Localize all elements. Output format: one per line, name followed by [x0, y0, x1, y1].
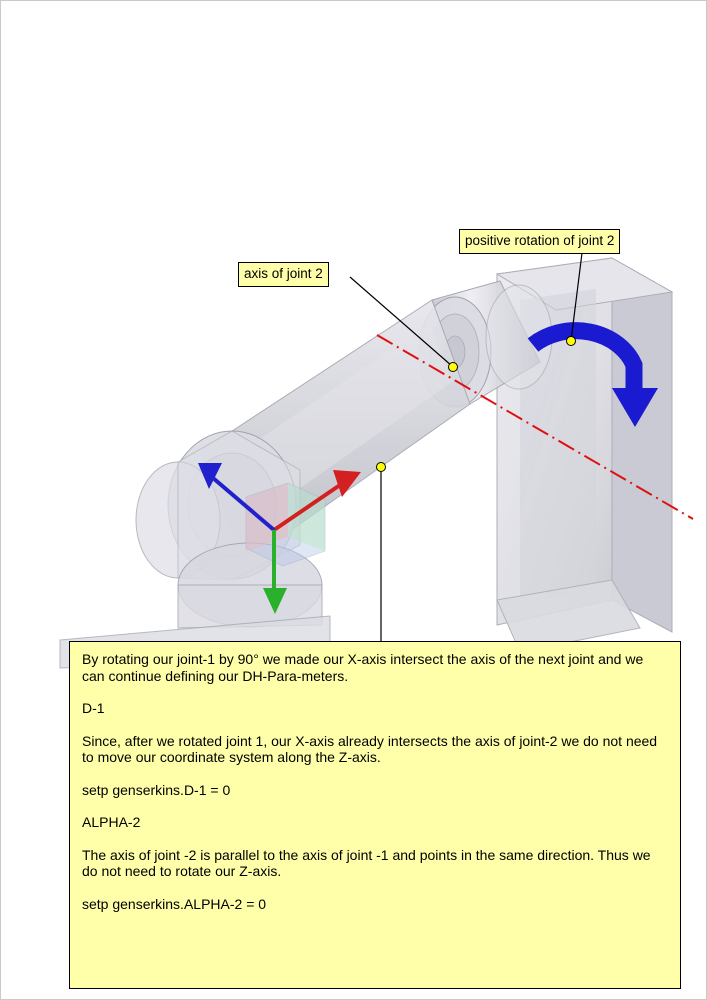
callout-axis-of-joint-2 [238, 262, 329, 287]
panel-command-d1: setp genserkins.D-1 = 0 [82, 781, 231, 798]
panel-paragraph-alpha2: The axis of joint -2 is parallel to the axis of joint -1 and points in the same direction. Thus we do not need to rotate our Z-axis. [82, 846, 651, 879]
panel-heading-alpha2: ALPHA-2 [82, 814, 141, 830]
marker-dot-rotation [567, 337, 576, 346]
callout-positive-rotation-of-joint-2 [459, 229, 620, 254]
marker-dot-joint2-axis [449, 363, 458, 372]
panel-command-alpha2: setp genserkins.ALPHA-2 = 0 [82, 895, 267, 912]
panel-paragraph-intro: By rotating our joint-1 by 90° we made our X-axis intersect the axis of the next joint and we can continue defining our DH-Para-meters. [82, 651, 644, 684]
marker-dot-text-anchor [377, 463, 386, 472]
callout-positive-rotation-label: positive rotation of joint 2 [465, 233, 615, 248]
explanation-panel [69, 641, 681, 989]
callout-axis-of-joint-2-label: axis of joint 2 [244, 266, 323, 281]
panel-heading-d1: D-1 [82, 700, 105, 716]
panel-paragraph-d1: Since, after we rotated joint 1, our X-axis already intersects the axis of joint-2 we do not need to move our coordinate system along the Z-axis. [82, 732, 658, 765]
